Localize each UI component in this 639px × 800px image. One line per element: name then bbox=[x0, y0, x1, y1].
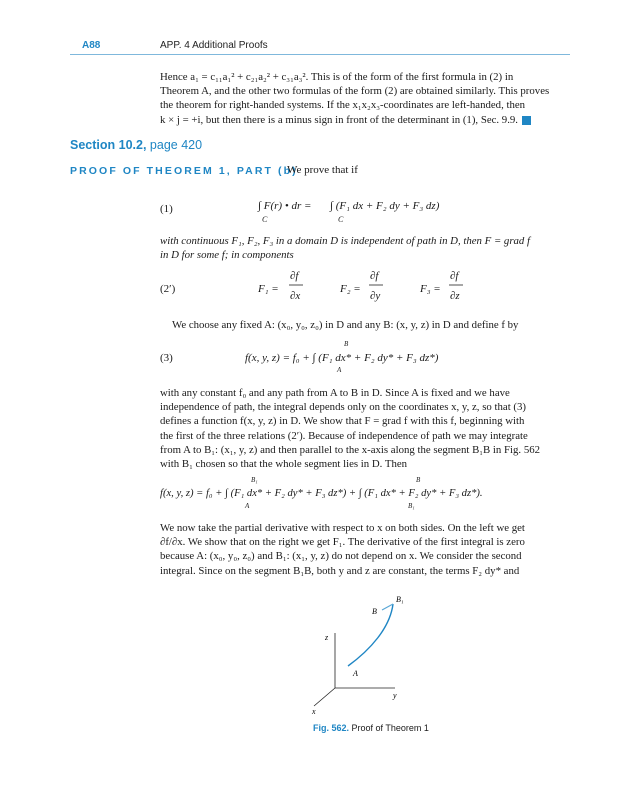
text-line: the theorem for right-handed systems. If the x₁x₂x₃-coordinates are left-handed, then bbox=[160, 99, 526, 112]
equation-3: f(x, y, z) = f₀ + ∫ (F₁ dx* + F₂ dy* + F₃ dz*) bbox=[245, 352, 439, 364]
equation-1-rhs: ∫ (F₁ dx + F₂ dy + F₃ dz) bbox=[330, 200, 440, 212]
equation-3-upper: B bbox=[344, 340, 349, 348]
text-line: Hence a₁ = c₁₁a₁² + c₂₁a₂² + c₃₁a₃². This is of the form of the first formula in (2) in bbox=[160, 71, 514, 83]
text-line: integral. Since on the segment B₁B, both y and z are constant, the terms F₂ dy* and bbox=[160, 564, 520, 577]
choose-line: We choose any fixed A: (x₀, y₀, z₀) in D and any B: (x, y, z) in D and define f by bbox=[172, 319, 519, 331]
text-line: with any constant f₀ and any path from A to B in D. Since A is fixed and we have bbox=[160, 387, 510, 399]
proof-heading: PROOF OF THEOREM 1, PART (b) bbox=[70, 165, 298, 177]
f2-num: ∂f bbox=[370, 270, 379, 282]
label-b: B bbox=[372, 607, 377, 616]
text-line: in D for some f; in components bbox=[160, 249, 294, 262]
equation-4-upper-1: B₁ bbox=[251, 476, 258, 484]
caption-label: Fig. 562. bbox=[313, 723, 350, 733]
equation-4-lower-2: B₁ bbox=[408, 502, 415, 510]
f1-den: ∂x bbox=[290, 290, 301, 302]
running-title: APP. 4 Additional Proofs bbox=[160, 40, 268, 51]
text-line: We now take the partial derivative with respect to x on both sides. On the left we get bbox=[160, 522, 525, 534]
f1-num: ∂f bbox=[290, 270, 299, 282]
text-line: Theorem A, and the other two formulas of the form (2) are obtained similarly. This proves bbox=[160, 85, 550, 98]
label-x: x bbox=[312, 707, 316, 716]
paragraph-2 bbox=[160, 386, 560, 471]
paragraph-3 bbox=[160, 521, 560, 578]
equation-1-lhs: ∫ F(r) • dr = bbox=[258, 200, 312, 212]
text-line: ∂f/∂x. We show that on the right we get F₁. The derivative of the first integral is zero bbox=[160, 536, 525, 549]
section-heading: Section 10.2, page 420 bbox=[70, 138, 203, 152]
text-line: from A to B₁: (x₁, y, z) and then parallel to the x-axis along the segment B₁B in Fig. 562 bbox=[160, 443, 541, 456]
equation-4-upper-2: B bbox=[416, 476, 421, 484]
label-z: z bbox=[325, 633, 329, 642]
f3-lhs: F₃ = bbox=[420, 283, 441, 295]
equation-4: f(x, y, z) = f₀ + ∫ (F₁ dx* + F₂ dy* + F₃ dz*) + ∫ (F₁ dx* + F₂ dy* + F₃ dz*). bbox=[160, 488, 483, 499]
equation-1-sub-b: C bbox=[338, 215, 344, 224]
equation-4-lower-1: A bbox=[245, 502, 250, 510]
caption-text: Proof of Theorem 1 bbox=[351, 723, 429, 733]
equation-2-label: (2′) bbox=[160, 283, 176, 295]
text-line: because A: (x₀, y₀, z₀) and B₁: (x₁, y, z) do not depend on x. We consider the second bbox=[160, 550, 522, 563]
f3-num: ∂f bbox=[450, 270, 459, 282]
figure-562 bbox=[300, 588, 440, 718]
text-line: k × j = +i, but then there is a minus sign in front of the determinant in (1), Sec. 9.9. bbox=[160, 113, 560, 127]
x-axis bbox=[314, 688, 335, 706]
page-number: A88 bbox=[82, 40, 101, 51]
proof-intro: We prove that if bbox=[287, 164, 358, 176]
label-a: A bbox=[353, 669, 358, 678]
equation-1-label: (1) bbox=[160, 203, 173, 215]
text-line: with B₁ chosen so that the whole segment lies in D. Then bbox=[160, 458, 408, 471]
f3-den: ∂z bbox=[450, 290, 460, 302]
text-line: defines a function f(x, y, z) in D. We show that F = grad f with this f, beginning with bbox=[160, 415, 525, 428]
segment-b1-b bbox=[382, 604, 393, 610]
text-line: with continuous F₁, F₂, F₃ in a domain D is independent of path in D, then F = grad f bbox=[160, 235, 531, 247]
equation-3-label: (3) bbox=[160, 352, 173, 364]
text-line: independence of path, the integral depends only on the coordinates x, y, z, so that (3) bbox=[160, 401, 526, 414]
label-y: y bbox=[393, 691, 397, 700]
label-b1: B₁ bbox=[396, 595, 404, 604]
equation-3-lower: A bbox=[337, 366, 342, 374]
text-line: the first of the three relations (2′). Because of independence of path we may integrate bbox=[160, 429, 528, 442]
f2-lhs: F₂ = bbox=[340, 283, 361, 295]
f1-lhs: F₁ = bbox=[258, 283, 279, 295]
f2-den: ∂y bbox=[370, 290, 381, 302]
figure-caption bbox=[313, 723, 429, 733]
path-curve bbox=[348, 604, 393, 666]
equation-1-sub-a: C bbox=[262, 215, 268, 224]
